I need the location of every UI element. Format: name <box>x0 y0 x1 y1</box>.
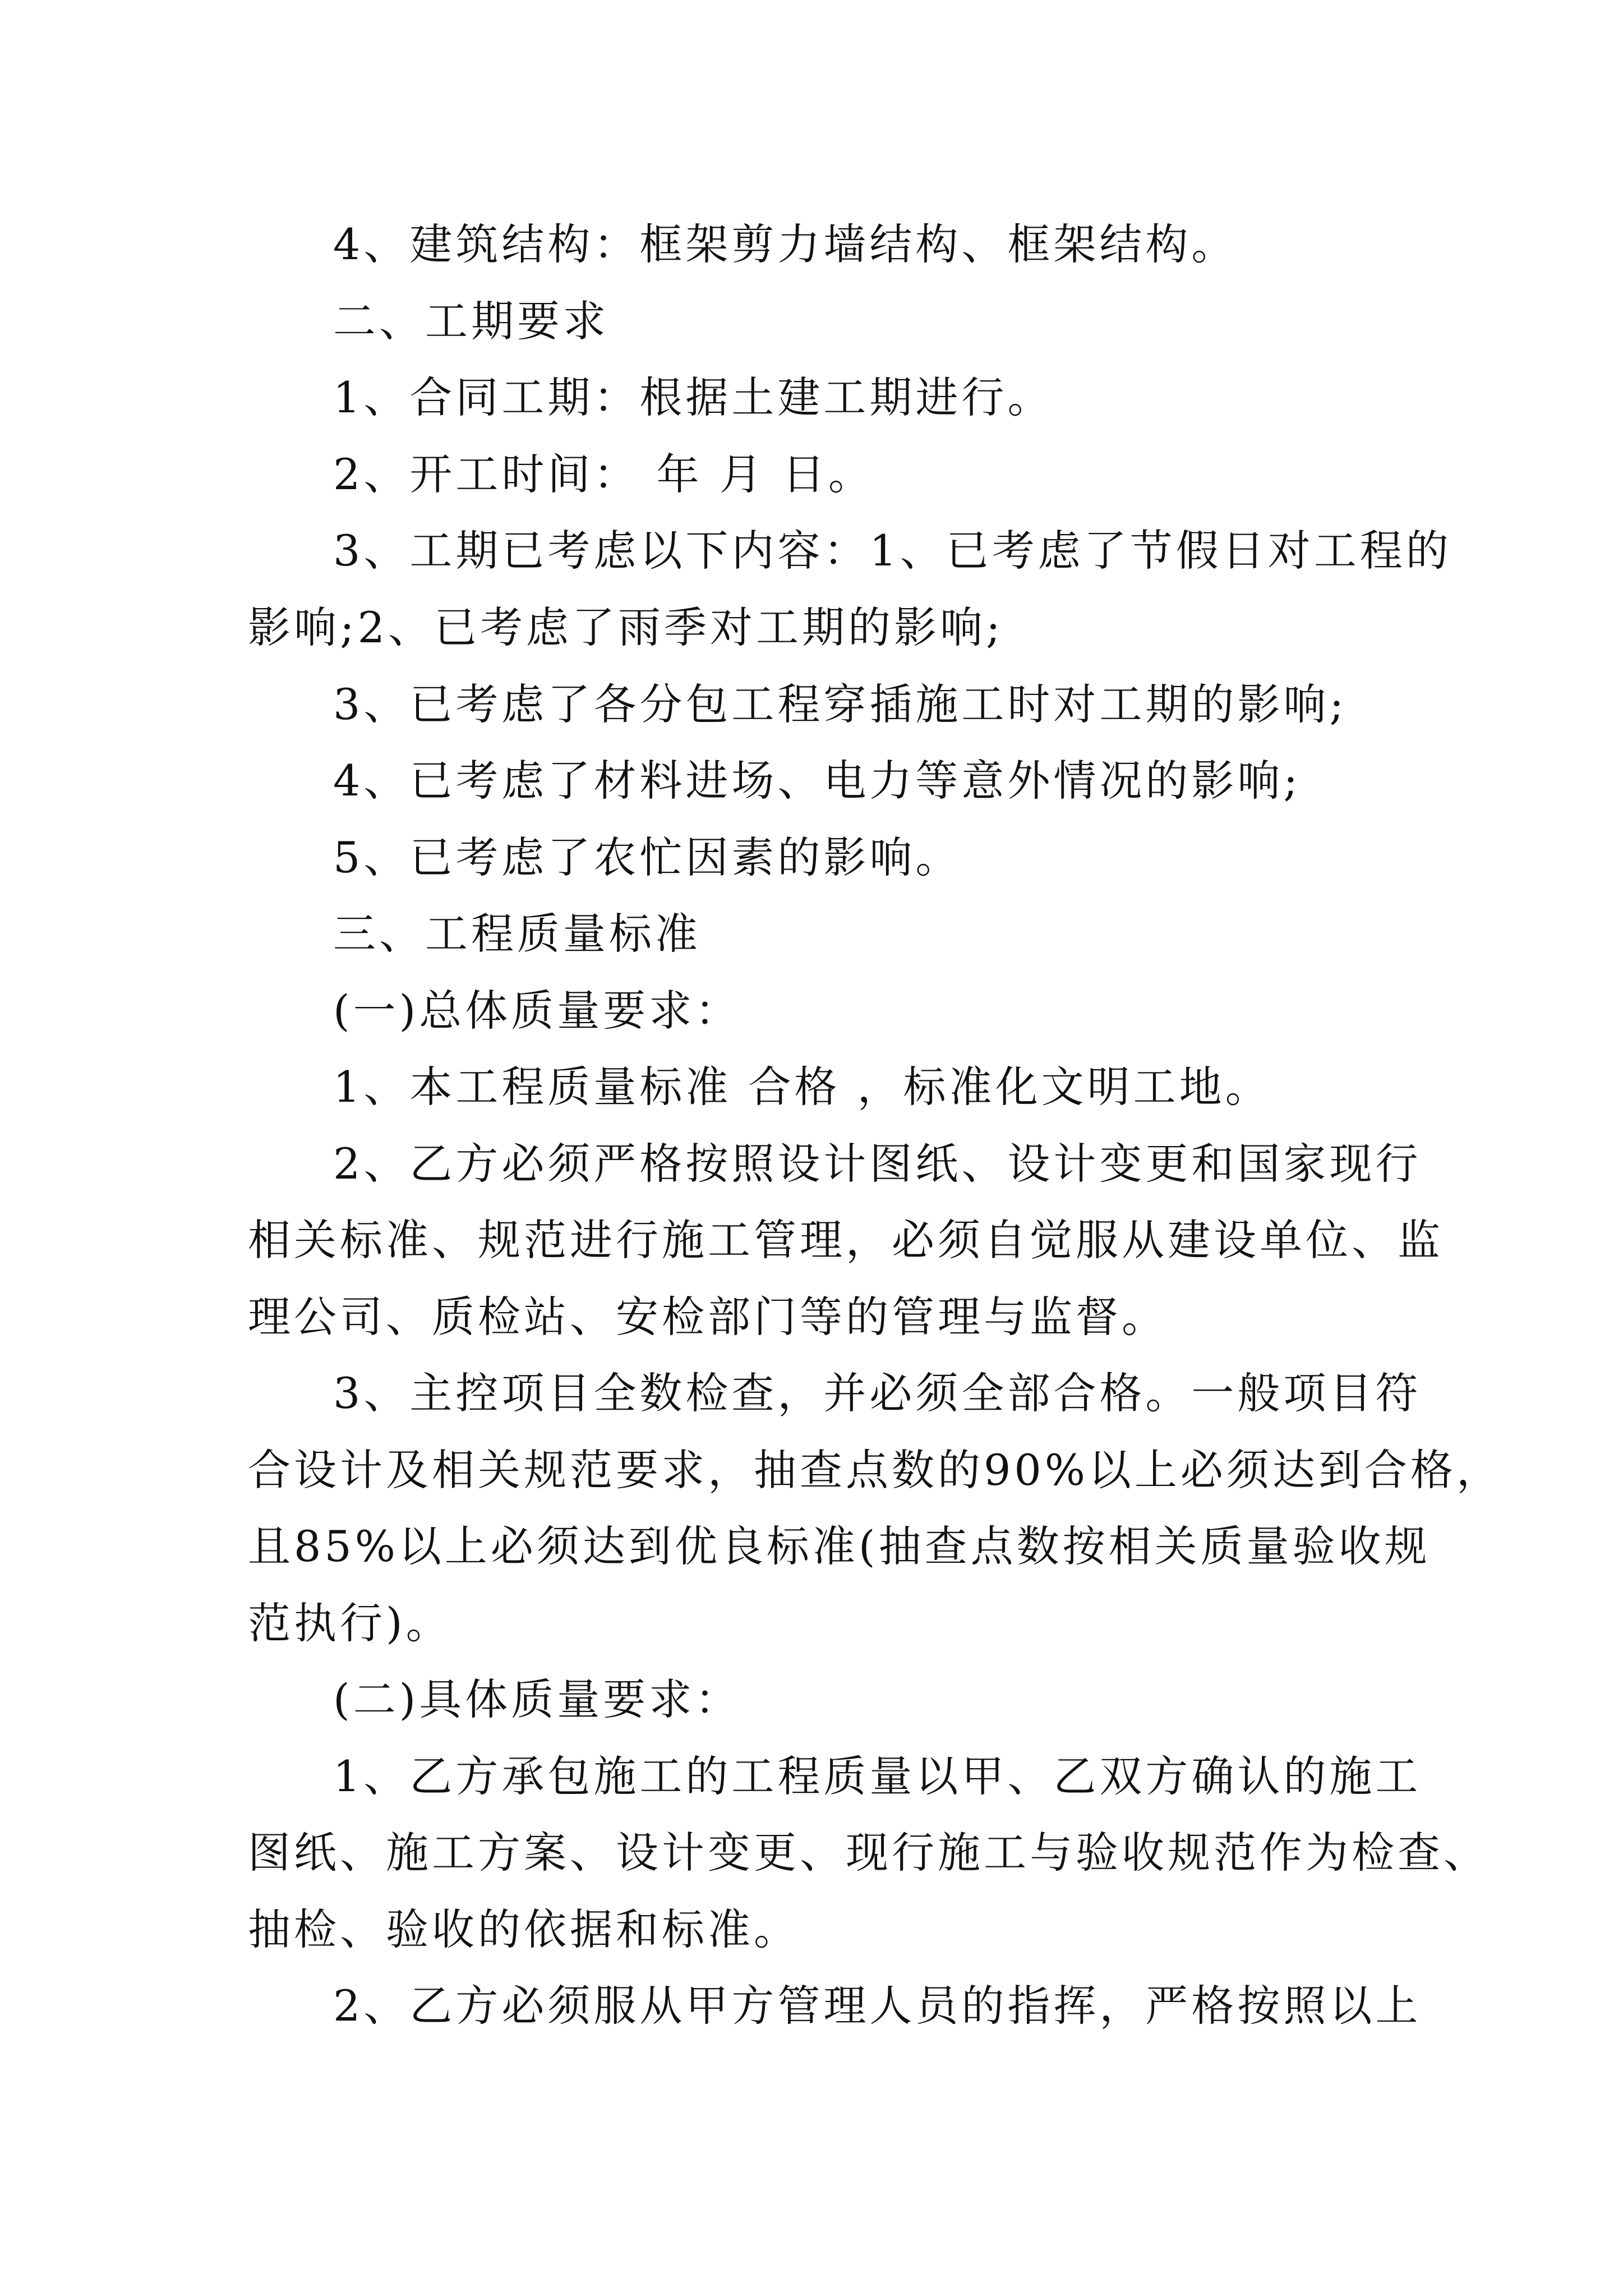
text-line: 3、主控项目全数检查，并必须全部合格。一般项目符 <box>333 1368 1422 1418</box>
text-line: 2、乙方必须服从甲方管理人员的指挥，严格按照以上 <box>333 1981 1422 2031</box>
text-line: 1、合同工期：根据土建工期进行。 <box>333 372 1054 422</box>
text-line: 4、建筑结构：框架剪力墙结构、框架结构。 <box>333 219 1238 269</box>
text-line: 抽检、验收的依据和标准。 <box>248 1904 800 1954</box>
text-line: 且85%以上必须达到优良标准(抽查点数按相关质量验收规 <box>248 1521 1431 1571</box>
text-line: 1、本工程质量标准 合格 ，标准化文明工地。 <box>333 1062 1271 1112</box>
text-line: 4、已考虑了材料进场、电力等意外情况的影响; <box>333 756 1301 806</box>
text-line: 2、开工时间： 年 月 日。 <box>333 449 874 499</box>
text-line: 3、已考虑了各分包工程穿插施工时对工期的影响; <box>333 679 1347 729</box>
text-line: 3、工期已考虑以下内容：1、已考虑了节假日对工程的 <box>333 526 1452 576</box>
text-line: 理公司、质检站、安检部门等的管理与监督。 <box>248 1292 1168 1342</box>
section-heading: 二、工期要求 <box>333 296 609 346</box>
text-line: 2、乙方必须严格按照设计图纸、设计变更和国家现行 <box>333 1139 1422 1189</box>
section-heading: 三、工程质量标准 <box>333 909 701 959</box>
text-line: 合设计及相关规范要求，抽查点数的90%以上必须达到合格， <box>248 1445 1502 1495</box>
text-line: 相关标准、规范进行施工管理，必须自觉服从建设单位、监 <box>248 1215 1444 1265</box>
subsection-heading: (二)具体质量要求： <box>333 1674 741 1724</box>
text-line: 范执行)。 <box>248 1598 452 1648</box>
text-line: 影响;2、已考虑了雨季对工期的影响; <box>248 602 1004 652</box>
subsection-heading: (一)总体质量要求： <box>333 986 741 1036</box>
text-line: 图纸、施工方案、设计变更、现行施工与验收规范作为检查、 <box>248 1828 1490 1878</box>
text-line: 5、已考虑了农忙因素的影响。 <box>333 832 962 882</box>
text-line: 1、乙方承包施工的工程质量以甲、乙双方确认的施工 <box>333 1751 1422 1801</box>
